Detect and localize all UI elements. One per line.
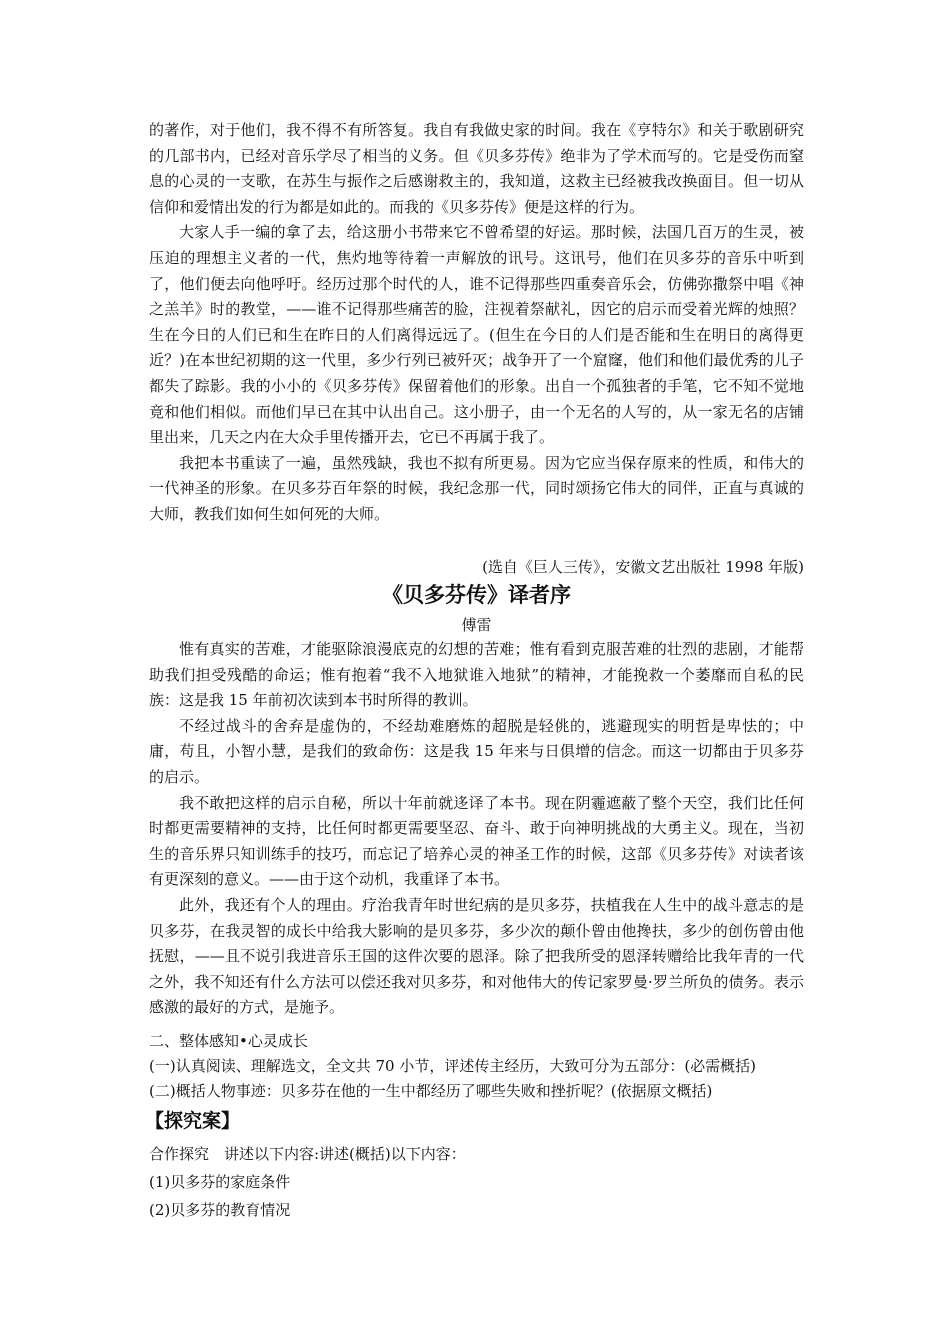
excerpt-paragraph-3: 我把本书重读了一遍，虽然残缺，我也不拟有所更易。因为它应当保存原来的性质，和伟大的一代神圣的形象。在贝多芬百年祭的时候，我纪念那一代，同时颂扬它伟大的同伴，正直与真诚的大师，教我们如何生如何死的大师。 — [149, 453, 804, 523]
question-2: (二)概括人物事迹：贝多芬在他的一生中都经历了哪些失败和挫折呢？(依据原文概括) — [149, 1082, 713, 1100]
excerpt-source: (选自《巨人三传》，安徽文艺出版社 1998 年版) — [482, 558, 804, 576]
preface-paragraph-2: 不经过战斗的舍弃是虚伪的，不经劫难磨炼的超脱是轻佻的，逃避现实的明哲是卑怯的；中庸，苟且，小智小慧，是我们的致命伤：这是我 15 年来与日俱增的信念。而这一切都由于贝多芬的启示。 — [149, 716, 804, 786]
inquiry-intro: 合作探究 讲述以下内容:讲述(概括)以下内容： — [149, 1145, 466, 1163]
inquiry-heading: 【探究案】 — [145, 1110, 241, 1132]
preface-paragraph-4: 此外，我还有个人的理由。疗治我青年时世纪病的是贝多芬，扶植我在人生中的战斗意志的是贝多芬，在我灵智的成长中给我大影响的是贝多芬，多少次的颠仆曾由他搀扶，多少的创伤曾由他抚慰，——且不说引我进音乐王国的这件次要的恩泽。除了把我所受的恩泽转赠给比我年青的一代之外，我不知还有什么方法可以偿还我对贝多芬，和对他伟大的传记家罗曼·罗兰所负的债务。表示感激的最好的方式，是施予。 — [149, 895, 804, 1017]
inquiry-item-1: (1)贝多芬的家庭条件 — [149, 1173, 291, 1191]
excerpt-body — [149, 118, 804, 528]
excerpt-paragraph-2: 大家人手一编的拿了去，给这册小书带来它不曾希望的好运。那时候，法国几百万的生灵，被压迫的理想主义者的一代，焦灼地等待着一声解放的讯号。这讯号，他们在贝多芬的音乐中听到了，他们便去向他呼吁。经历过那个时代的人，谁不记得那些四重奏音乐会，仿佛弥撒祭中唱《神之羔羊》时的教堂，——谁不记得那些痛苦的脸，注视着祭献礼，因它的启示而受着光辉的烛照？生在今日的人们已和生在昨日的人们离得远远了。(但生在今日的人们是否能和生在明日的离得更近？)在本世纪初期的这一代里，多少行列已被歼灭；战争开了一个窟窿，他们和他们最优秀的儿子都失了踪影。我的小小的《贝多芬传》保留着他们的形象。出自一个孤独者的手笔，它不知不觉地竟和他们相似。而他们早已在其中认出自己。这小册子，由一个无名的人写的，从一家无名的店铺里出来，几天之内在大众手里传播开去，它已不再属于我了。 — [149, 223, 804, 447]
preface-paragraph-3: 我不敢把这样的启示自秘，所以十年前就迻译了本书。现在阴霾遮蔽了整个天空，我们比任何时都更需要精神的支持，比任何时都更需要坚忍、奋斗、敢于向神明挑战的大勇主义。现在，当初生的音乐界只知训练手的技巧，而忘记了培养心灵的神圣工作的时候，这部《贝多芬传》对读者该有更深刻的意义。——由于这个动机，我重译了本书。 — [149, 793, 804, 889]
preface-paragraph-1: 惟有真实的苦难，才能驱除浪漫底克的幻想的苦难；惟有看到克服苦难的壮烈的悲剧，才能帮助我们担受残酷的命运；惟有抱着“我不入地狱谁入地狱”的精神，才能挽救一个萎靡而自私的民族：这是我 15 年前初次读到本书时所得的教训。 — [149, 640, 804, 710]
section-2-heading: 二、整体感知•心灵成长 — [149, 1032, 308, 1050]
question-1: (一)认真阅读、理解选文，全文共 70 小节，评述传主经历，大致可分为五部分：(必需概括) — [149, 1057, 757, 1075]
preface-author: 傅雷 — [461, 616, 492, 634]
inquiry-item-2: (2)贝多芬的教育情况 — [149, 1201, 291, 1219]
excerpt-paragraph-1: 的著作，对于他们，我不得不有所答复。我自有我做史家的时间。我在《亨特尔》和关于歌剧研究的几部书内，已经对音乐学尽了相当的义务。但《贝多芬传》绝非为了学术而写的。它是受伤而窒息的心灵的一支歌，在苏生与振作之后感谢救主的，我知道，这救主已经被我改换面目。但一切从信仰和爱情出发的行为都是如此的。而我的《贝多芬传》便是这样的行为。 — [149, 121, 804, 216]
preface-title: 《贝多芬传》译者序 — [382, 583, 571, 607]
preface-body — [149, 637, 804, 1021]
